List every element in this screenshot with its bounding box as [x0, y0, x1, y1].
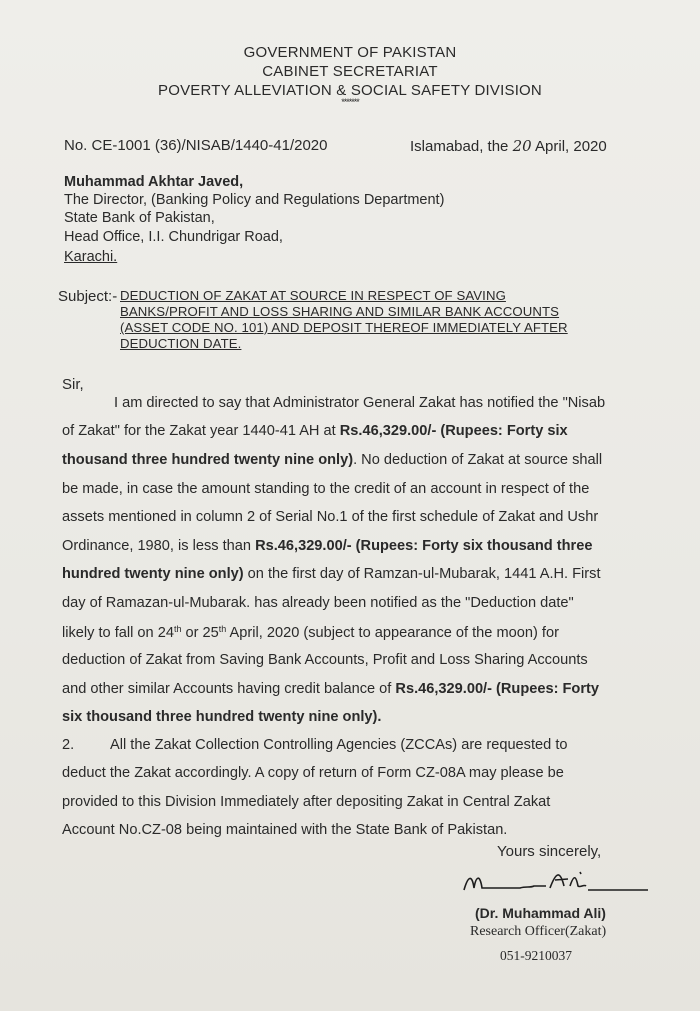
recipient-organization: State Bank of Pakistan, — [64, 210, 215, 226]
letterhead-stars: ******* — [341, 97, 359, 107]
subject-line-4: DEDUCTION DATE. — [120, 336, 242, 351]
para1-line-2 — [62, 423, 642, 439]
letterhead-division: POVERTY ALLEVIATION & SOCIAL SAFETY DIVISION — [158, 82, 542, 99]
para1-text: of Zakat" for the Zakat year 1440-41 AH at — [62, 423, 340, 439]
salutation: Sir, — [62, 376, 84, 393]
para1-amount: Rs.46,329.00/- (Rupees: Forty — [395, 681, 600, 697]
date-day: 20 — [512, 137, 532, 155]
para1-amount: Rs.46,329.00/- (Rupees: Forty six thousand three — [255, 538, 593, 554]
subject-line-2: BANKS/PROFIT AND LOSS SHARING AND SIMILAR BANK ACCOUNTS — [120, 304, 560, 319]
reference-number: No. CE-1001 (36)/NISAB/1440-41/2020 — [64, 137, 328, 154]
signatory-name: (Dr. Muhammad Ali) — [475, 905, 606, 921]
para2-line-2: deduct the Zakat accordingly. A copy of return of Form CZ-08A may please be — [62, 765, 564, 781]
para1-line-5: assets mentioned in column 2 of Serial No.1 of the first schedule of Zakat and Ushr — [62, 509, 599, 525]
para1-text: . No deduction of Zakat at source shall — [353, 452, 603, 468]
closing: Yours sincerely, — [497, 843, 602, 860]
para2-text: All the Zakat Collection Controlling Agencies (ZCCAs) are requested to — [110, 737, 568, 753]
subject-label: Subject:- — [58, 288, 118, 305]
para1-line-1: I am directed to say that Administrator General Zakat has notified the "Nisab — [114, 395, 606, 411]
para1-line-4: be made, in case the amount standing to the credit of an account in respect of the — [62, 481, 590, 497]
para2-number: 2. — [62, 737, 75, 753]
recipient-address: Head Office, I.I. Chundrigar Road, — [64, 229, 283, 245]
letterhead-secretariat: CABINET SECRETARIAT — [262, 63, 438, 80]
signature-mark — [460, 866, 650, 896]
date-place: Islamabad, the — [410, 138, 509, 155]
para2-line-4: Account No.CZ-08 being maintained with the State Bank of Pakistan. — [62, 822, 508, 838]
para1-amount-words: six thousand three hundred twenty nine only). — [62, 709, 382, 725]
para1-line-10: deduction of Zakat from Saving Bank Accounts, Profit and Loss Sharing Accounts — [62, 652, 588, 668]
para1-line-6 — [62, 538, 642, 554]
ordinal-suffix: th — [173, 624, 182, 634]
signatory-phone: 051-9210037 — [500, 948, 572, 963]
date-month-year: April, 2020 — [535, 138, 607, 155]
signatory-title: Research Officer(Zakat) — [470, 924, 607, 939]
para1-text: or 25 — [181, 625, 219, 641]
ordinal-suffix: th — [218, 624, 227, 634]
para2-line-3: provided to this Division Immediately after depositing Zakat in Central Zakat — [62, 794, 551, 810]
para2-line-1 — [62, 737, 642, 753]
recipient-name: Muhammad Akhtar Javed, — [64, 174, 244, 190]
para1-line-7 — [62, 566, 642, 582]
para1-line-9 — [62, 624, 642, 641]
para1-amount-words: hundred twenty nine only) — [62, 566, 244, 582]
letterhead-government: GOVERNMENT OF PAKISTAN — [243, 44, 457, 61]
recipient-city: Karachi. — [64, 249, 118, 265]
para1-amount: Rs.46,329.00/- (Rupees: Forty six — [339, 423, 568, 439]
para1-line-12 — [62, 709, 642, 725]
para1-line-8: day of Ramazan-ul-Mubarak. has already been notified as the "Deduction date" — [62, 595, 574, 611]
para1-text: and other similar Accounts having credit balance of — [62, 681, 396, 697]
para1-line-11 — [62, 681, 642, 697]
para1-amount-words: thousand three hundred twenty nine only) — [62, 452, 354, 468]
recipient-designation: The Director, (Banking Policy and Regulations Department) — [64, 192, 445, 208]
letter-date — [410, 137, 607, 155]
para1-text: April, 2020 (subject to appearance of the moon) for — [226, 625, 559, 641]
para1-text: Ordinance, 1980, is less than — [62, 538, 256, 554]
para1-text: on the first day of Ramzan-ul-Mubarak, 1441 A.H. First — [243, 566, 601, 582]
para1-line-3 — [62, 452, 642, 468]
para1-text: likely to fall on 24 — [62, 625, 174, 641]
subject-line-3: (ASSET CODE NO. 101) AND DEPOSIT THEREOF IMMEDIATELY AFTER — [120, 320, 568, 335]
subject-line-1: DEDUCTION OF ZAKAT AT SOURCE IN RESPECT OF SAVING — [120, 288, 506, 303]
